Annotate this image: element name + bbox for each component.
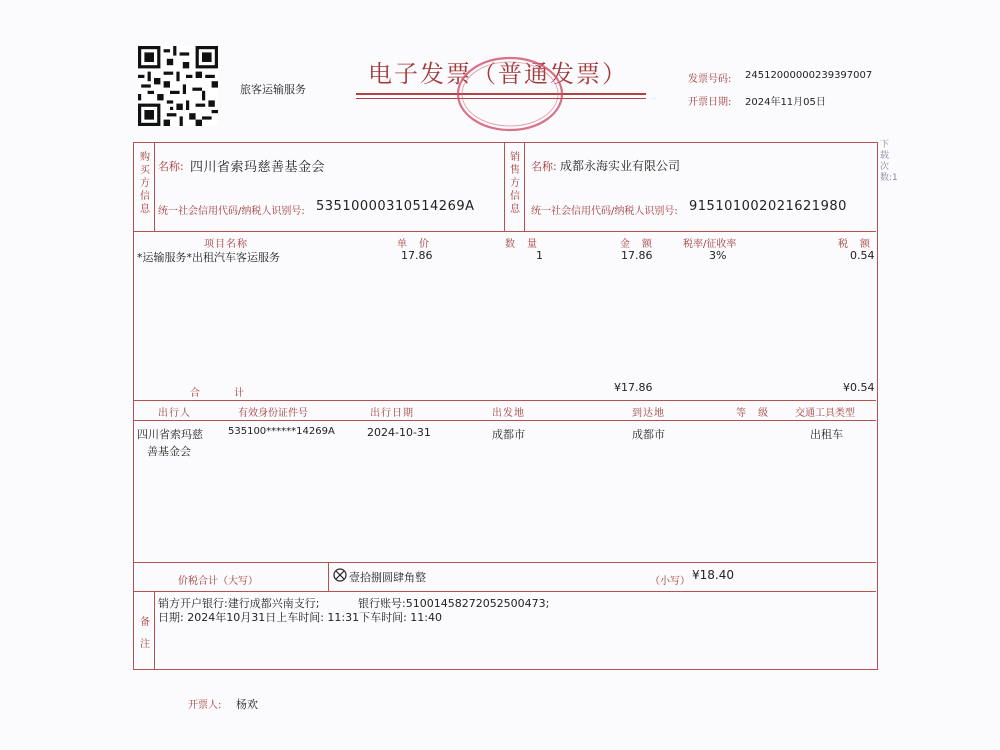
sum-upper: 壹拾捌圆肆角整 xyxy=(349,571,426,584)
seller-tax-label: 统一社会信用代码/纳税人识别号: xyxy=(531,206,678,217)
remarks-time: 日期: 2024年10月31日上车时间: 11:31下车时间: 11:40 xyxy=(158,611,442,624)
buyer-seller-divider xyxy=(504,143,505,231)
travel-header-to: 到达地 xyxy=(632,408,665,419)
seller-label-divider xyxy=(524,143,525,231)
seller-tax-id: 915101002021621980 xyxy=(689,199,847,214)
traveler-line1: 四川省索玛慈 xyxy=(137,428,203,441)
items-header-price: 单 价 xyxy=(397,239,430,250)
item-tax: 0.54 xyxy=(850,249,875,262)
item-amount: 17.86 xyxy=(621,249,653,262)
sum-label: 价税合计（大写） xyxy=(178,576,258,587)
issuer-label: 开票人: xyxy=(188,700,222,711)
travel-date: 2024-10-31 xyxy=(367,426,431,439)
items-header-qty: 数 量 xyxy=(505,239,538,250)
travel-header-traveler: 出行人 xyxy=(158,408,191,419)
item-qty: 1 xyxy=(536,249,543,262)
buyer-name: 四川省索玛慈善基金会 xyxy=(190,160,326,175)
item-rate: 3% xyxy=(709,249,727,262)
total-label: 合 计 xyxy=(190,388,245,399)
travel-header-id: 有效身份证件号 xyxy=(238,408,308,419)
sum-label-divider xyxy=(328,562,329,591)
qr-code-icon xyxy=(138,46,218,126)
items-header-name: 项目名称 xyxy=(204,239,248,250)
buyer-tax-id: 53510000310514269A xyxy=(316,199,475,214)
invoice-no-label: 发票号码: xyxy=(688,74,732,85)
traveler-id: 535100******14269A xyxy=(228,426,335,437)
buyer-label-divider xyxy=(154,143,155,231)
travel-header-divider xyxy=(134,420,876,421)
travel-vehicle: 出租车 xyxy=(810,428,843,441)
item-price: 17.86 xyxy=(401,249,433,262)
issue-date-label: 开票日期: xyxy=(688,97,732,108)
sum-small: ¥18.40 xyxy=(692,568,734,582)
seller-name-label: 名称: xyxy=(531,160,557,173)
total-tax: ¥0.54 xyxy=(843,381,875,394)
remarks-label: 备注 xyxy=(140,617,150,650)
seller-section-label: 销售方信息 xyxy=(510,152,520,215)
travel-section-divider xyxy=(134,562,876,563)
travel-to: 成都市 xyxy=(632,428,665,441)
seller-name: 成都永海实业有限公司 xyxy=(560,159,681,173)
travel-header-date: 出行日期 xyxy=(370,408,414,419)
travel-header-grade: 等 级 xyxy=(736,408,769,419)
remarks-bank: 销方开户银行:建行成都兴南支行; xyxy=(158,597,320,610)
issuer-name: 杨欢 xyxy=(236,698,258,711)
items-header-tax: 税 额 xyxy=(838,239,871,250)
buyer-section-label: 购买方信息 xyxy=(140,152,150,215)
item-name: *运输服务*出租汽车客运服务 xyxy=(137,251,280,264)
travel-from: 成都市 xyxy=(492,428,525,441)
tax-seal-icon xyxy=(455,55,565,133)
total-amount: ¥17.86 xyxy=(614,381,653,394)
items-section-divider xyxy=(134,400,876,401)
sum-small-label: （小写） xyxy=(650,576,690,587)
items-header-amount: 金 额 xyxy=(620,239,653,250)
circle-cross-icon xyxy=(333,568,347,582)
items-header-rate: 税率/征收率 xyxy=(683,239,737,250)
remarks-label-divider xyxy=(154,591,155,669)
sum-section-divider xyxy=(134,591,876,592)
buyer-section-divider xyxy=(134,231,876,232)
traveler-line2: 善基金会 xyxy=(147,445,191,458)
download-count-mark: 下载次数:1 xyxy=(880,140,898,183)
travel-header-from: 出发地 xyxy=(492,408,525,419)
buyer-tax-label: 统一社会信用代码/纳税人识别号: xyxy=(158,206,305,217)
travel-header-vehicle: 交通工具类型 xyxy=(795,408,855,419)
remarks-account: 银行账号:51001458272052500473; xyxy=(358,597,550,610)
invoice-title: 电子发票（普通发票） xyxy=(368,60,628,88)
buyer-name-label: 名称: xyxy=(158,160,184,173)
issue-date-value: 2024年11月05日 xyxy=(745,97,826,108)
invoice-no-value: 24512000000239397007 xyxy=(745,70,873,81)
service-type: 旅客运输服务 xyxy=(240,83,306,96)
